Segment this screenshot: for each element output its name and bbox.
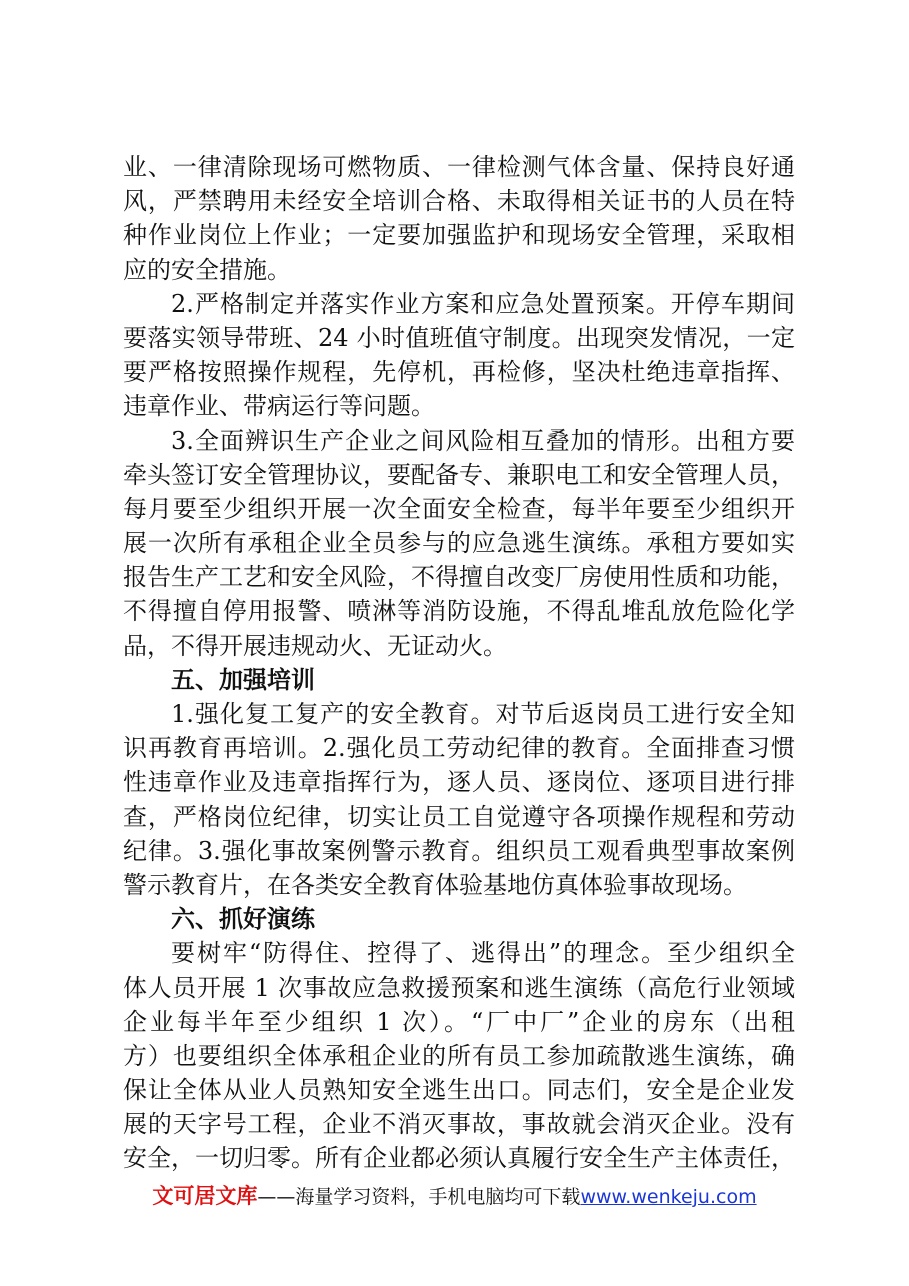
- paragraph-line: 查，严格岗位纪律，切实让员工自觉遵守各项操作规程和劳动: [123, 802, 795, 831]
- paragraph-line: 不得擅自停用报警、喷淋等消防设施，不得乱堆乱放危险化学: [123, 597, 795, 626]
- paragraph-line: 要严格按照操作规程，先停机，再检修，坚决杜绝违章指挥、: [123, 358, 795, 387]
- paragraph-line: 报告生产工艺和安全风险，不得擅自改变厂房使用性质和功能，: [123, 563, 795, 592]
- paragraph-line: 识再教育再培训。2.强化员工劳动纪律的教育。全面排查习惯: [123, 734, 795, 763]
- section-heading: 六、抓好演练: [171, 905, 315, 934]
- paragraph-line: 牵头签订安全管理协议，要配备专、兼职电工和安全管理人员，: [123, 460, 795, 489]
- paragraph-line: 性违章作业及违章指挥行为，逐人员、逐岗位、逐项目进行排: [123, 768, 795, 797]
- paragraph-line: 方）也要组织全体承租企业的所有员工参加疏散逃生演练，确: [123, 1041, 795, 1070]
- paragraph-first-line: 1.强化复工复产的安全教育。对节后返岗员工进行安全知: [171, 700, 795, 728]
- paragraph-line: 违章作业、带病运行等问题。: [123, 392, 435, 421]
- paragraph-line: 要落实领导带班、24 小时值班值守制度。出现突发情况，一定: [123, 323, 795, 352]
- section-heading: 五、加强培训: [171, 665, 315, 694]
- paragraph-line: 风，严禁聘用未经安全培训合格、未取得相关证书的人员在特: [123, 187, 795, 216]
- paragraph-line: 保让全体从业人员熟知安全逃生出口。同志们，安全是企业发: [123, 1076, 795, 1105]
- paragraph-line: 应的安全措施。: [123, 255, 291, 284]
- paragraph-line: 体人员开展 1 次事故应急救援预案和逃生演练（高危行业领域: [123, 973, 795, 1002]
- paragraph-line: 品，不得开展违规动火、无证动火。: [123, 631, 507, 660]
- paragraph-line: 企业每半年至少组织 1 次）。“厂中厂”企业的房东（出租: [123, 1007, 795, 1036]
- footer-brand: 文可居文库: [152, 1184, 258, 1208]
- paragraph-first-line: 3.全面辨识生产企业之间风险相互叠加的情形。出租方要: [171, 426, 795, 455]
- footer-slogan: ——海量学习资料，手机电脑均可下载: [257, 1186, 581, 1208]
- paragraph-line: 安全，一切归零。所有企业都必须认真履行安全生产主体责任，: [123, 1144, 795, 1173]
- paragraph-line: 警示教育片，在各类安全教育体验基地仿真体验事故现场。: [123, 870, 747, 899]
- paragraph-line: 展一次所有承租企业全员参与的应急逃生演练。承租方要如实: [123, 529, 795, 558]
- footer-banner: [0, 1180, 909, 1210]
- paragraph-line: 展的天字号工程，企业不消灭事故，事故就会消灭企业。没有: [123, 1110, 795, 1139]
- paragraph-first-line: 2.严格制定并落实作业方案和应急处置预案。开停车期间: [171, 289, 795, 318]
- paragraph-first-line: 要树牢“防得住、控得了、逃得出”的理念。至少组织全: [171, 939, 795, 968]
- paragraph-line: 种作业岗位上作业；一定要加强监护和现场安全管理，采取相: [123, 221, 795, 250]
- document-body: [123, 150, 795, 1176]
- paragraph-line: 每月要至少组织开展一次全面安全检查，每半年要至少组织开: [123, 494, 795, 523]
- footer-url-link[interactable]: www.wenkeju.com: [580, 1186, 757, 1208]
- paragraph-line: 业、一律清除现场可燃物质、一律检测气体含量、保持良好通: [123, 153, 795, 181]
- paragraph-line: 纪律。3.强化事故案例警示教育。组织员工观看典型事故案例: [123, 836, 795, 865]
